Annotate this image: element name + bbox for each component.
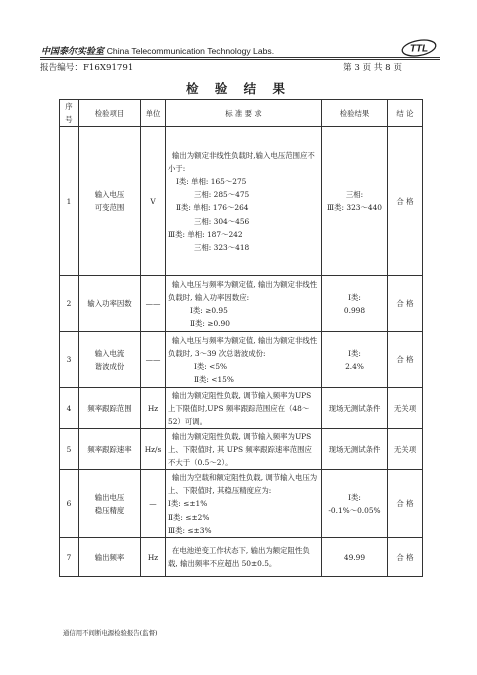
requirement-line: 输出为额定阻性负载, 调节输入频率为UPS 上、下限值时, 其 UPS 频率跟踪速率范围应不大于（0.5～2）。 [168,431,312,467]
item-line: 输出频率 [94,552,125,562]
item-line: 谐波成份 [94,361,125,371]
col-conclusion-header: 结 论 [388,100,423,127]
test-result [322,127,388,276]
unit: —— [141,276,166,332]
requirement-line: Ⅰ类: 单相: 165～275 [176,177,247,186]
requirement-line: Ⅰ类: <5% [194,361,228,371]
page-number: 第 3 页 共 8 页 [343,63,402,73]
result-line: 现场无测试条件 [328,444,381,454]
test-item [79,332,141,388]
requirement-line: 三相: 304～456 [194,216,250,226]
requirement-line: Ⅱ类: ≥0.90 [190,319,230,329]
requirement-line: 输出为空载和额定阻性负载, 调节输入电压为上、下限值时, 其稳压精度应为: [168,472,318,496]
result-line: 三相: [345,190,364,200]
requirement-line: 三相: 285～475 [194,190,250,200]
requirement-line: Ⅰ类: ≥0.95 [190,305,228,315]
result-line: Ⅰ类: [348,492,361,502]
requirement [166,127,322,276]
test-result [322,470,388,538]
result-line: 2.4% [345,361,364,371]
item-line: 频率跟踪速率 [87,444,132,454]
svg-text:TTL: TTL [409,43,429,55]
test-result [322,332,388,388]
test-result [322,276,388,332]
row-number: 6 [60,470,79,538]
row-number: 7 [60,538,79,577]
requirement-line: Ⅲ类: ≤±3% [168,525,212,535]
unit: Hz [141,538,166,577]
conclusion: 无关项 [388,388,423,429]
requirement [166,470,322,538]
table-row [60,332,423,388]
result-line: Ⅲ类: 323～440 [327,203,382,213]
requirement [166,538,322,577]
unit: V [141,127,166,276]
conclusion: 合 格 [388,470,423,538]
row-number: 3 [60,332,79,388]
result-line: -0.1%～0.05% [328,505,381,515]
conclusion: 合 格 [388,332,423,388]
test-result [322,538,388,577]
footer-note: 通信用不间断电源检验报告(监督) [63,629,158,637]
requirement-line: Ⅲ类: 单相: 187～242 [168,229,243,239]
col-unit-header: 单位 [141,100,166,127]
row-number: 4 [60,388,79,429]
requirement-line: 三相: 323～418 [194,243,250,253]
requirement-line: Ⅱ类: ≤±2% [168,512,210,522]
conclusion: 合 格 [388,276,423,332]
item-line: 输入功率因数 [87,299,132,309]
result-line: Ⅰ类: [348,292,361,302]
requirement [166,276,322,332]
unit: — [141,470,166,538]
lab-name-cn: 中国泰尔实验室 [41,47,105,57]
item-line: 频率跟踪范围 [87,403,132,413]
item-line: 输入电压 [94,190,125,200]
lab-name [41,44,274,57]
result-line: 现场无测试条件 [328,403,381,413]
table-row [60,538,423,577]
page-title: 检 验 结 果 [185,81,292,96]
test-item [79,276,141,332]
table-row [60,388,423,429]
test-result [322,388,388,429]
unit: Hz [141,388,166,429]
requirement-line: 输出为额定非线性负载时,输入电压范围应不小于: [168,150,315,173]
requirement-line: Ⅱ类: 单相: 176～264 [176,203,249,213]
ttl-logo [398,38,438,58]
row-number: 2 [60,276,79,332]
item-line: 可变范围 [94,203,125,213]
row-number: 1 [60,127,79,276]
requirement-line: 输出为额定阻性负载, 调节输入频率为UPS 上下限值时,UPS 频率跟踪范围应在（48～52）可调。 [168,390,312,426]
conclusion: 合 格 [388,127,423,276]
requirement-line: Ⅱ类: <15% [194,375,234,385]
lab-name-en: China Telecommunication Technology Labs. [106,46,275,56]
requirement-line: 输入电压与频率为额定值, 输出为额定非线性负载时, 3～39 次总谐波成份: [168,335,318,358]
requirement-line: Ⅰ类: ≤±1% [168,499,208,509]
item-line: 输入电流 [94,348,125,358]
test-item [79,470,141,538]
col-result-header: 检验结果 [322,100,388,127]
item-line: 稳压精度 [94,505,125,515]
table-row [60,127,423,276]
result-line: Ⅰ类: [348,348,361,358]
test-item [79,429,141,470]
requirement [166,388,322,429]
col-item-header: 检验项目 [79,100,141,127]
test-item [79,127,141,276]
requirement-line: 在电池逆变工作状态下, 输出为额定阻性负载, 输出频率不应超出 50±0.5。 [168,546,310,569]
test-item [79,388,141,429]
col-requirement-header: 标 准 要 求 [166,100,322,127]
requirement-line: 输入电压与频率为额定值, 输出为额定非线性负载时, 输入功率因数应: [168,279,318,302]
table-row [60,276,423,332]
requirement [166,332,322,388]
header-rule-top [40,57,440,58]
header-rule-bottom [40,59,440,60]
col-no-header: 序号 [60,100,79,127]
results-table [59,99,423,577]
conclusion: 合 格 [388,538,423,577]
row-number: 5 [60,429,79,470]
report-number: 报告编号：F16X91791 [40,63,134,73]
result-line: 49.99 [343,552,366,562]
item-line: 输出电压 [94,492,125,502]
requirement [166,429,322,470]
test-item [79,538,141,577]
unit: Hz/s [141,429,166,470]
header-row [60,100,423,127]
table-row [60,429,423,470]
table-row [60,470,423,538]
result-line: 0.998 [343,305,366,315]
conclusion: 无关项 [388,429,423,470]
unit: —— [141,332,166,388]
test-result [322,429,388,470]
